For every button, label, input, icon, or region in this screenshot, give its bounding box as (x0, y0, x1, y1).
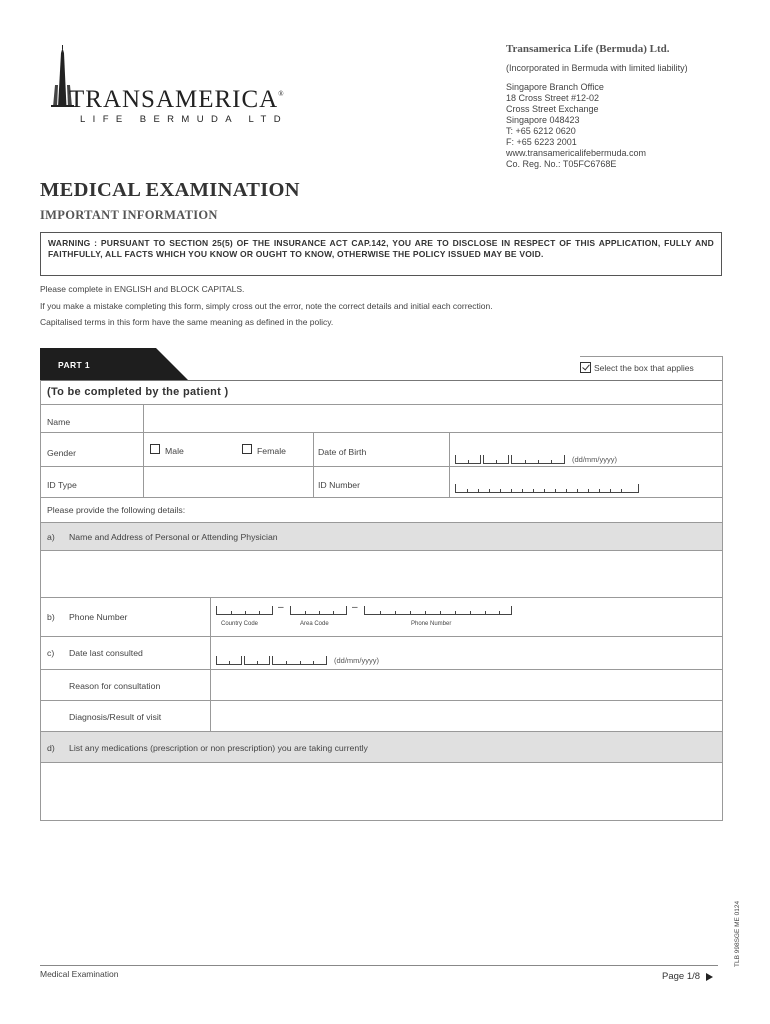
consulted-month-field[interactable] (244, 656, 270, 665)
section-a-letter: a) (47, 532, 55, 542)
medications-label: List any medications (prescription or non prescription) you are taking currently (69, 743, 368, 753)
consulted-year-field[interactable] (272, 656, 327, 665)
section-d-letter: d) (47, 743, 55, 753)
form-code: TLB 998SGE ME 0124 (734, 900, 741, 967)
company-info (506, 44, 688, 170)
diagnosis-label: Diagnosis/Result of visit (69, 712, 162, 722)
dash-separator: – (278, 602, 284, 613)
company-name: Transamerica Life (Bermuda) Ltd. (506, 43, 670, 55)
select-note (580, 362, 694, 373)
page-indicator (662, 971, 713, 982)
dob-year-field[interactable] (511, 455, 565, 464)
dob-month-field[interactable] (483, 455, 509, 464)
phone-number-field[interactable] (364, 606, 512, 615)
dob-label: Date of Birth (318, 447, 367, 457)
id-type-label: ID Type (47, 480, 77, 490)
website-line: www.transamericalifebermuda.com (506, 148, 647, 158)
id-number-label: ID Number (318, 480, 360, 490)
male-checkbox[interactable] (150, 444, 160, 454)
address-line: Singapore Branch Office (506, 82, 604, 92)
logo-subtitle: LIFE BERMUDA LTD (80, 114, 288, 125)
reason-input[interactable] (211, 670, 721, 700)
section-a-label: Name and Address of Personal or Attending Physician (69, 532, 278, 542)
dob-format-hint: (dd/mm/yyyy) (572, 455, 617, 464)
footer-title: Medical Examination (40, 969, 119, 979)
next-page-arrow-icon[interactable] (706, 973, 713, 981)
dob-day-field[interactable] (455, 455, 481, 464)
name-input[interactable] (144, 405, 721, 432)
diagnosis-input[interactable] (211, 701, 721, 731)
phone-number-caption: Phone Number (411, 621, 452, 627)
consulted-date-format-hint: (dd/mm/yyyy) (334, 656, 379, 665)
dash-separator: – (352, 602, 358, 613)
gender-label: Gender (47, 448, 76, 458)
physician-address-input[interactable] (41, 551, 722, 596)
female-checkbox[interactable] (242, 444, 252, 454)
instruction-line: Please complete in ENGLISH and BLOCK CAPITALS. (40, 284, 245, 294)
page-subtitle: IMPORTANT INFORMATION (40, 208, 218, 222)
date-last-consulted-label: Date last consulted (69, 648, 143, 658)
logo-wordmark: TRANSAMERICA® (69, 86, 285, 113)
country-code-field[interactable] (216, 606, 273, 615)
area-code-field[interactable] (290, 606, 347, 615)
reason-label: Reason for consultation (69, 681, 161, 691)
medications-input[interactable] (41, 763, 722, 820)
id-type-input[interactable] (144, 467, 313, 497)
country-code-caption: Country Code (221, 621, 259, 627)
id-number-field[interactable] (455, 484, 639, 493)
incorporation-note: (Incorporated in Bermuda with limited liability) (506, 63, 688, 73)
instruction-line: If you make a mistake completing this form, simply cross out the error, note the correct details and initial each correction. (40, 301, 493, 311)
area-code-caption: Area Code (300, 621, 329, 627)
checked-checkbox-icon (580, 362, 591, 373)
address-line: Singapore 048423 (506, 115, 580, 125)
provide-details-text: Please provide the following details: (47, 505, 186, 515)
male-label: Male (165, 446, 184, 456)
footer-divider (40, 965, 718, 966)
address-line: Cross Street Exchange (506, 104, 599, 114)
part-heading: (To be completed by the patient ) (47, 386, 229, 398)
female-label: Female (257, 446, 286, 456)
instruction-line: Capitalised terms in this form have the same meaning as defined in the policy. (40, 317, 334, 327)
page-number: Page 1/8 (662, 971, 701, 982)
part-label: PART 1 (58, 360, 90, 370)
section-c-letter: c) (47, 648, 55, 658)
consulted-day-field[interactable] (216, 656, 242, 665)
fax-line: F: +65 6223 2001 (506, 137, 577, 147)
warning-box: WARNING : PURSUANT TO SECTION 25(5) OF THE INSURANCE ACT CAP.142, YOU ARE TO DISCLOSE IN RESPECT OF THIS APPLICATION, FULLY AND FAITHFULLY, ALL FACTS WHICH YOU KNOW OR OUGHT TO KNOW, OTHERWISE THE POLICY ISSUED MAY BE VOID. (40, 232, 722, 276)
name-label: Name (47, 417, 71, 427)
address-line: 18 Cross Street #12-02 (506, 93, 600, 103)
phone-number-label: Phone Number (69, 612, 128, 622)
section-b-letter: b) (47, 612, 55, 622)
select-note-text: Select the box that applies (594, 362, 694, 373)
company-reg-line: Co. Reg. No.: T05FC6768E (506, 159, 617, 169)
phone-line: T: +65 6212 0620 (506, 126, 576, 136)
page-title: MEDICAL EXAMINATION (40, 179, 300, 201)
